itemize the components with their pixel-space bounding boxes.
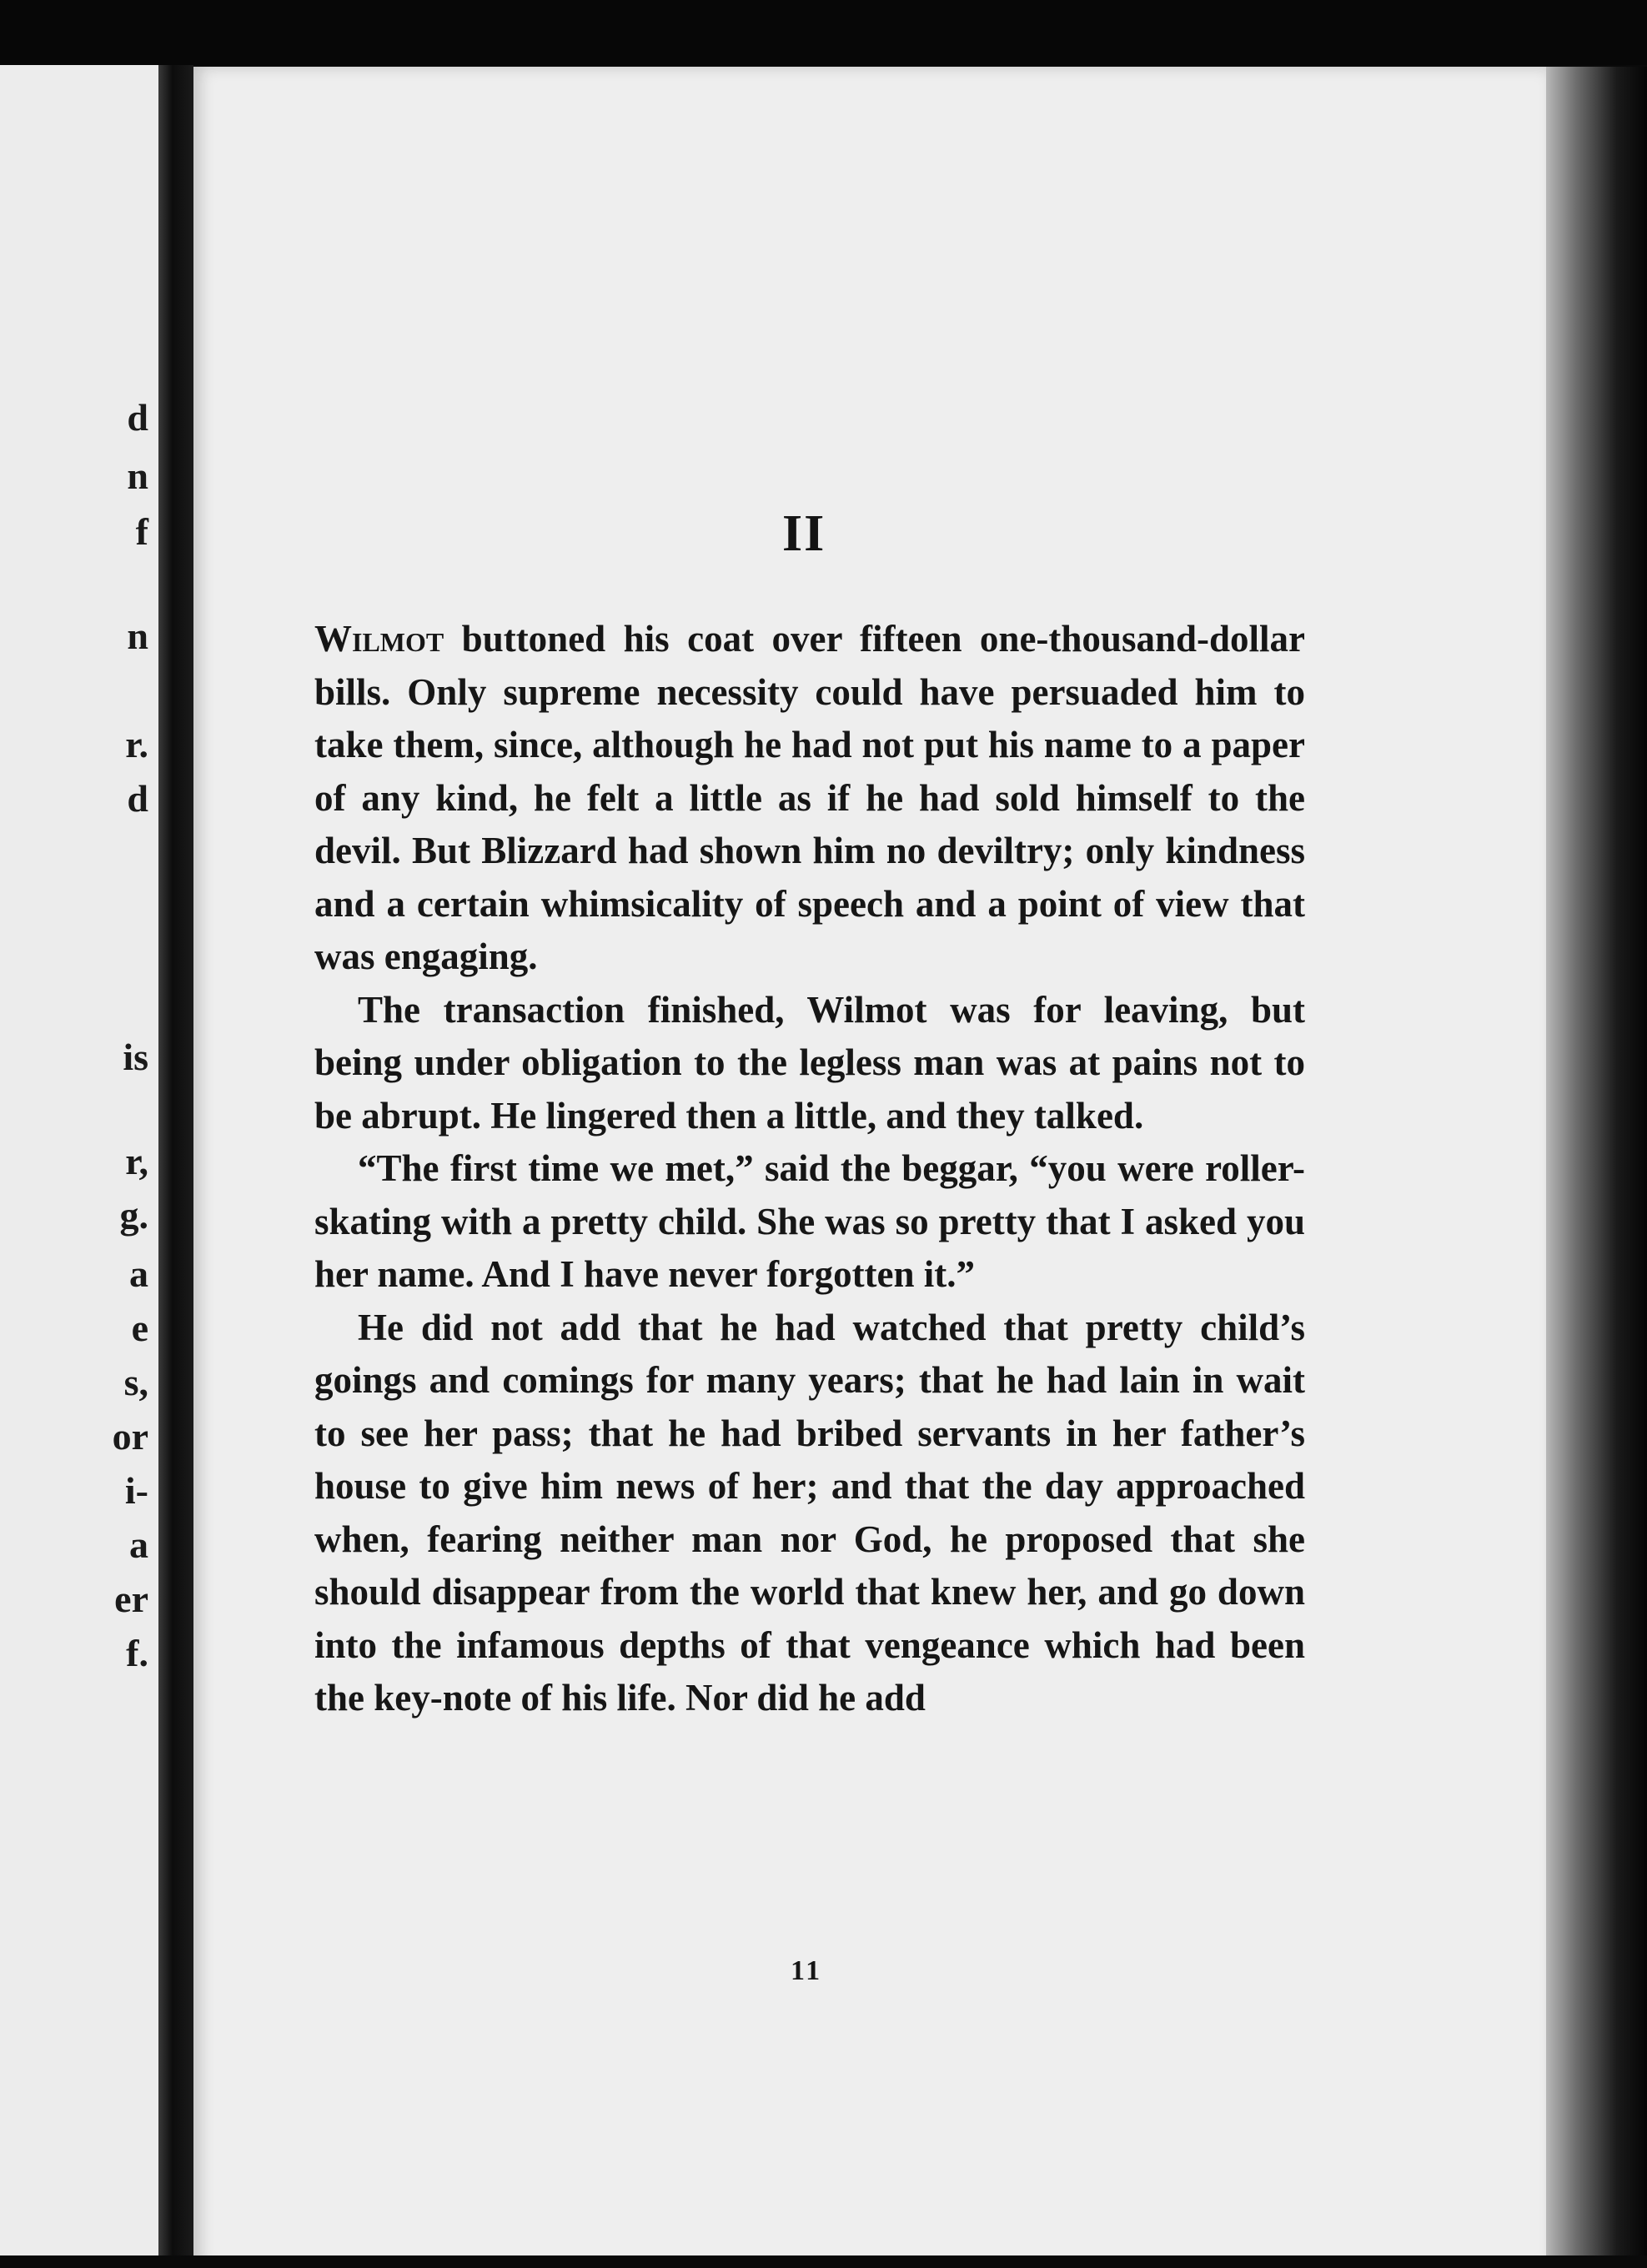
paragraph-1-text: buttoned his coat over fifteen one-thousand-dollar bills. Only supreme necessity could have persuaded him to take them, since, although he had not put his name to a paper of any kind, he felt a little as if he had sold himself to the devil. But Blizzard had shown him no deviltry; only kindness and a certain whimsicality of speech and a point of view that was engaging. [314, 618, 1305, 977]
facing-page-fragment: n [127, 615, 148, 657]
facing-page-edge [0, 65, 158, 2268]
book-gutter [158, 65, 193, 2268]
facing-page-fragment: er [114, 1578, 148, 1620]
scan-top-border [0, 0, 1647, 65]
paragraph-4: He did not add that he had watched that pretty child’s goings and comings for many years; that he had lain in wait to see her pass; that he had bribed servants in her father’s house to give him news of her; and that the day approached when, fearing neither man nor God, he proposed that she should disappear from the world that knew her, and go down into the infamous depths of that vengeance which had been the key-note of his life. Nor did he add [314, 1306, 1305, 1719]
facing-page-fragment: or [112, 1415, 148, 1458]
facing-page-fragment: n [127, 454, 148, 497]
facing-page-fragment: a [129, 1523, 148, 1566]
facing-page-fragment: r, [125, 1140, 148, 1182]
facing-page-fragment: r. [125, 723, 148, 765]
facing-page-text-fragments [0, 65, 158, 2268]
paragraph-2: The transaction finished, Wilmot was for leaving, but being under obligation to the legless man was at pains not to be abrupt. He lingered then a little, and they talked. [314, 988, 1305, 1137]
facing-page-fragment: f. [126, 1632, 148, 1674]
paragraph-1 [314, 613, 1305, 984]
facing-page-fragment: f [135, 510, 148, 553]
facing-page-fragment: g. [119, 1194, 148, 1237]
facing-page-fragment: d [127, 777, 148, 820]
opening-word: Wilmot [314, 618, 444, 660]
facing-page-fragment: a [129, 1252, 148, 1295]
body-text [314, 613, 1305, 1725]
scan-bottom-border [0, 2255, 1647, 2268]
chapter-number: II [782, 505, 826, 562]
facing-page-fragment: e [131, 1307, 148, 1349]
facing-page-fragment: s, [123, 1361, 148, 1403]
facing-page-fragment: d [127, 396, 148, 439]
page-edge-shadow [1546, 67, 1647, 2268]
facing-page-fragment: is [123, 1036, 148, 1078]
page-number: 11 [791, 1955, 823, 1986]
paragraph-3: “The first time we met,” said the beggar, “you were roller-skating with a pretty child. She was so pretty that I asked you her name. And I have never forgotten it.” [314, 1147, 1305, 1295]
facing-page-fragment: i- [124, 1469, 148, 1512]
